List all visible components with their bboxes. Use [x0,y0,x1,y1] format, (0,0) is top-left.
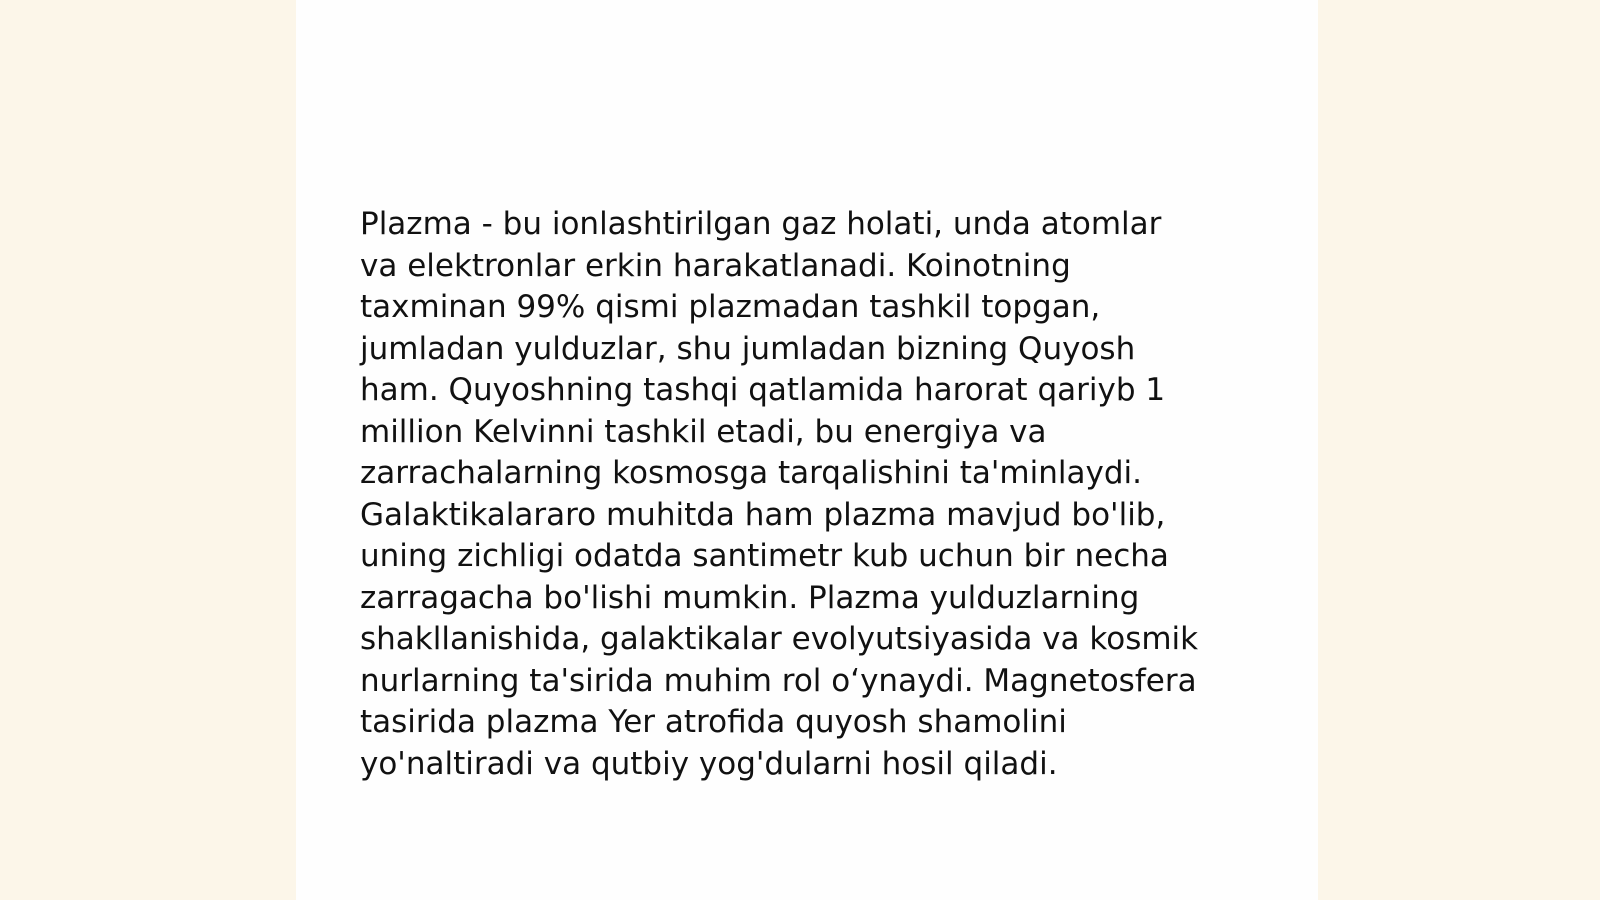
paragraph-line: nurlarning ta'sirida muhim rol o‘ynaydi. Magnetosfera [360,662,1197,699]
paragraph-line: jumladan yulduzlar, shu jumladan bizning Quyosh [360,330,1136,367]
body-paragraph [360,204,1240,785]
paragraph-line: ham. Quyoshning tashqi qatlamida harorat qariyb 1 [360,372,1166,408]
paragraph-line: shakllanishida, galaktikalar evolyutsiyasida va kosmik [360,621,1199,657]
paragraph-line: million Kelvinni tashkil etadi, bu energiya va [360,413,1047,450]
paragraph-line: Plazma - bu ionlashtirilgan gaz holati, unda atomlar [360,206,1162,242]
document-page [296,0,1318,900]
paragraph-line: tasirida plazma Yer atrofida quyosh shamolini [360,704,1067,740]
paragraph-line: taxminan 99% qismi plazmadan tashkil topgan, [360,289,1101,325]
paragraph-line: yo'naltiradi va qutbiy yog'dularni hosil qiladi. [360,745,1058,782]
paragraph-line: Galaktikalararo muhitda ham plazma mavjud bo'lib, [360,496,1166,533]
paragraph-line: zarragacha bo'lishi mumkin. Plazma yulduzlarning [360,579,1140,616]
paragraph-line: uning zichligi odatda santimetr kub uchun bir necha [360,538,1169,574]
paragraph-line: va elektronlar erkin harakatlanadi. Koinotning [360,247,1071,284]
paragraph-line: zarrachalarning kosmosga tarqalishini ta'minlaydi. [360,455,1142,491]
